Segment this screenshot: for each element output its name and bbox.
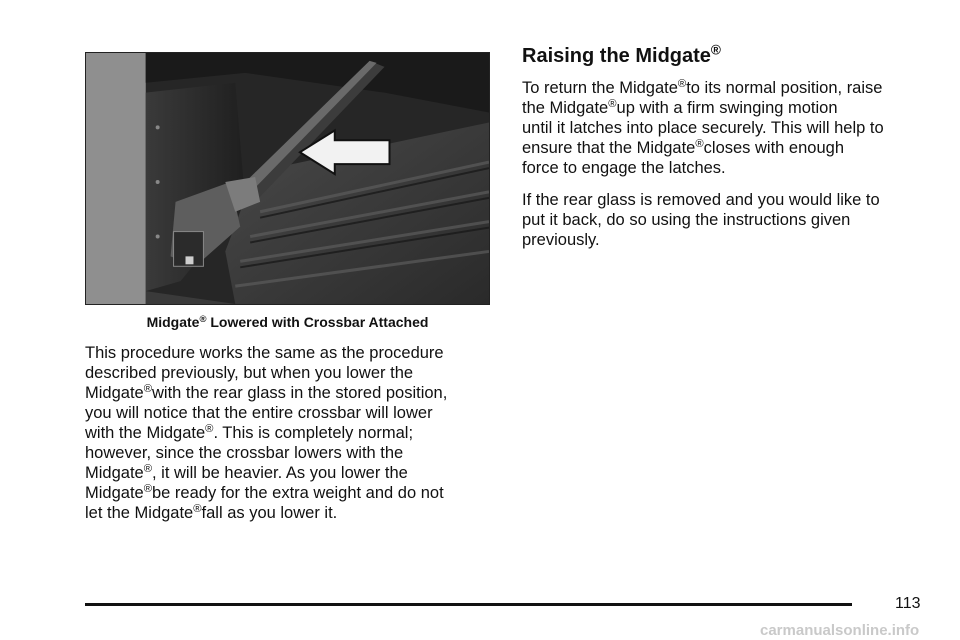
body-paragraph — [85, 343, 505, 523]
text-line — [522, 210, 942, 230]
text-segment: with the Midgate — [85, 424, 206, 442]
registered-mark: ® — [695, 137, 704, 150]
text-segment: previously. — [522, 231, 600, 249]
watermark: carmanualsonline.info — [760, 622, 920, 639]
registered-mark: ® — [677, 77, 687, 90]
text-segment: Midgate — [85, 484, 144, 502]
text-line — [522, 230, 942, 250]
caption-text: Midgate — [146, 314, 200, 330]
registered-mark: ® — [143, 462, 152, 475]
page-number: 113 — [895, 595, 921, 612]
registered-mark: ® — [143, 482, 152, 495]
text-segment: ensure that the Midgate — [522, 139, 696, 157]
text-segment: with the rear glass in the stored position, — [151, 384, 448, 402]
registered-mark: ® — [143, 382, 152, 395]
figure-caption — [85, 313, 490, 331]
registered-mark: ® — [710, 42, 721, 58]
text-segment: Midgate — [85, 384, 144, 402]
text-segment: closes with enough — [703, 139, 844, 157]
text-segment: . This is completely normal; — [213, 424, 414, 442]
left-column — [85, 343, 505, 535]
registered-mark: ® — [199, 313, 207, 325]
registered-mark: ® — [205, 422, 214, 435]
text-line — [522, 138, 942, 158]
text-segment: let the Midgate — [85, 504, 194, 522]
text-line — [85, 403, 505, 423]
text-segment: This procedure works the same as the procedure — [85, 344, 444, 362]
registered-mark: ® — [608, 97, 617, 110]
section-heading — [522, 42, 942, 70]
text-line — [85, 363, 505, 383]
text-segment: until it latches into place securely. This will help to — [522, 119, 884, 137]
text-segment: you will notice that the entire crossbar will lower — [85, 404, 433, 422]
text-segment: described previously, but when you lower the — [85, 364, 414, 382]
body-paragraph — [522, 190, 942, 250]
caption-text: Lowered with Crossbar Attached — [206, 314, 429, 330]
footer-rule — [85, 603, 852, 606]
text-segment: fall as you lower it. — [201, 504, 338, 522]
text-line — [85, 503, 505, 523]
right-column — [522, 42, 942, 262]
body-paragraph — [522, 78, 942, 178]
text-line — [522, 158, 942, 178]
text-line — [522, 190, 942, 210]
text-segment: force to engage the latches. — [522, 159, 726, 177]
text-line — [85, 343, 505, 363]
text-segment: , it will be heavier. As you lower the — [151, 464, 408, 482]
text-segment: Midgate — [85, 464, 144, 482]
registered-mark: ® — [193, 502, 202, 515]
text-line — [85, 443, 505, 463]
figure-photo — [85, 52, 490, 305]
text-segment: be ready for the extra weight and do not — [151, 484, 444, 502]
text-line — [85, 423, 505, 443]
text-segment: If the rear glass is removed and you would like to — [522, 191, 880, 209]
text-line — [85, 383, 505, 403]
text-line — [522, 78, 942, 98]
text-line — [522, 98, 942, 118]
text-segment: to its normal position, raise — [686, 79, 883, 97]
text-segment: put it back, do so using the instructions given — [522, 211, 851, 229]
text-line — [85, 463, 505, 483]
midgate-illustration — [86, 53, 489, 304]
text-line — [522, 118, 942, 138]
text-line — [85, 483, 505, 503]
text-segment: however, since the crossbar lowers with the — [85, 444, 404, 462]
text-segment: To return the Midgate — [522, 79, 678, 97]
text-segment: up with a firm swinging motion — [616, 99, 838, 117]
text-segment: the Midgate — [522, 99, 609, 117]
heading-text: Raising the Midgate — [522, 45, 711, 67]
